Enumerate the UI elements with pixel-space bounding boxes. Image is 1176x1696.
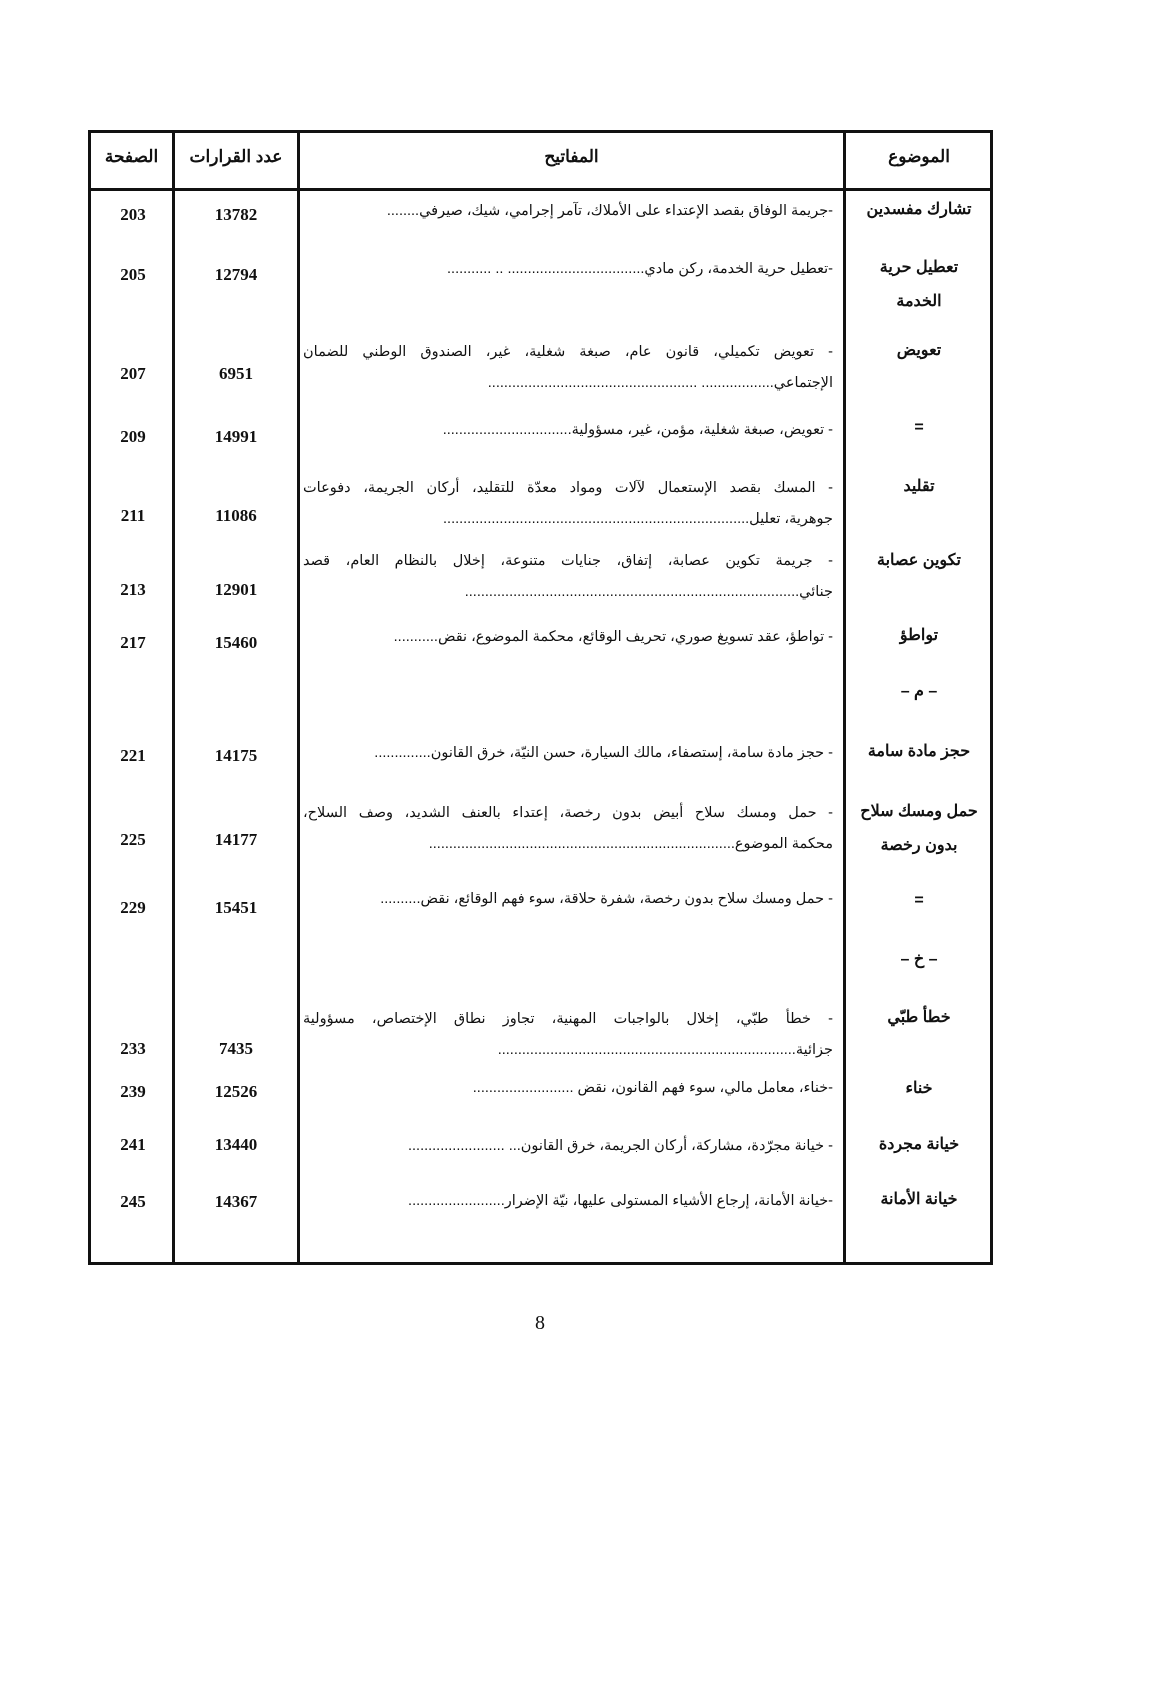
subject-cell [846, 619, 992, 653]
section-letter [846, 943, 992, 977]
subject-line: حمل ومسك سلاح [860, 803, 978, 820]
subject-line: الخدمة [896, 293, 942, 310]
subject-cell [846, 251, 992, 319]
page-ref: 229 [120, 898, 146, 917]
index-table [88, 130, 993, 1265]
keywords-cell [303, 473, 833, 535]
subject-line: = [914, 419, 924, 436]
subject-cell [846, 334, 992, 368]
keywords-line: - جريمة تكوين عصابة، إتفاق، جنايات متنوعة، إخلال بالنظام العام، قصد [303, 553, 833, 569]
keywords-line: جوهرية، تعليل............................................................................ [443, 511, 833, 527]
section-letter [846, 675, 992, 709]
keywords-line: -تعطيل حرية الخدمة، ركن مادي.................................. .. ........... [447, 261, 833, 277]
subject-cell [846, 884, 992, 918]
keywords-cell [303, 1131, 833, 1162]
column-divider [297, 133, 300, 1262]
subject-line: خناء [905, 1080, 933, 1097]
header-subject: الموضوع [888, 147, 950, 166]
subject-cell [846, 411, 992, 445]
keywords-cell [303, 337, 833, 399]
header-page: الصفحة [104, 147, 159, 166]
subject-line: تعطيل حرية [879, 259, 959, 276]
keywords-line: -خيانة الأمانة، إرجاع الأشياء المستولى عليها، نيّة الإضرار........................ [408, 1193, 833, 1209]
keywords-line: - خيانة مجرّدة، مشاركة، أركان الجريمة، خرق القانون... ........................ [407, 1138, 833, 1154]
decision-count: 12901 [214, 580, 258, 599]
keywords-cell [303, 738, 833, 769]
page-ref: 225 [120, 830, 146, 849]
decision-count: 12794 [214, 265, 258, 284]
keywords-cell [303, 546, 833, 608]
keywords-line: الإجتماعي.................. .................................................... [487, 375, 833, 391]
keywords-line: محكمة الموضوع............................................................................ [428, 836, 833, 852]
decision-count: 15451 [214, 898, 258, 917]
subject-line: تقليد [903, 478, 935, 495]
subject-cell [846, 1072, 992, 1106]
subject-line: خيانة مجردة [878, 1136, 960, 1153]
keywords-cell [303, 622, 833, 653]
page-ref: 233 [120, 1039, 146, 1058]
keywords-cell [303, 884, 833, 915]
subject-line: – خ – [900, 951, 938, 968]
page-ref: 245 [120, 1192, 146, 1211]
decision-count: 12526 [214, 1082, 258, 1101]
header-count: عدد القرارات [189, 147, 283, 166]
keywords-line: جنائي................................................................................... [464, 584, 833, 600]
decision-count: 14367 [214, 1192, 258, 1211]
subject-cell [846, 1001, 992, 1035]
keywords-line: - خطأ طبّي، إخلال بالواجبات المهنية، تجاوز نطاق الإختصاص، مسؤولية [303, 1011, 833, 1027]
subject-line: تكوين عصابة [877, 552, 961, 569]
keywords-cell [303, 1186, 833, 1217]
keywords-cell [303, 798, 833, 860]
keywords-line: - حمل ومسك سلاح بدون رخصة، شفرة حلاقة، سوء فهم الوقائع، نقض.......... [380, 891, 833, 907]
page-ref: 203 [120, 205, 146, 224]
page-ref: 241 [120, 1135, 146, 1154]
keywords-cell [303, 196, 833, 227]
keywords-line: - حجز مادة سامة، إستصفاء، مالك السيارة، حسن النيّة، خرق القانون.............. [374, 745, 833, 761]
page-ref: 217 [120, 633, 146, 652]
subject-cell [846, 735, 992, 769]
subject-cell [846, 795, 992, 863]
keywords-line: - تعويض، صبغة شغلية، مؤمن، غير، مسؤولية................................ [442, 422, 833, 438]
keywords-line: - حمل ومسك سلاح أبيض بدون رخصة، إعتداء بالعنف الشديد، وصف السلاح، [303, 805, 833, 821]
keywords-cell [303, 1004, 833, 1066]
decision-count: 6951 [219, 364, 253, 383]
subject-line: بدون رخصة [880, 837, 958, 854]
subject-line: تعويض [896, 342, 942, 359]
subject-line: تشارك مفسدين [866, 201, 972, 218]
keywords-line: - المسك بقصد الإستعمال لآلات ومواد معدّة للتقليد، أركان الجريمة، دفوعات [303, 480, 833, 496]
keywords-line: -جريمة الوفاق بقصد الإعتداء على الأملاك، تآمر إجرامي، شيك، صيرفي........ [386, 203, 833, 219]
keywords-cell [303, 415, 833, 446]
page-ref: 213 [120, 580, 146, 599]
decision-count: 14991 [214, 427, 258, 446]
page-ref: 209 [120, 427, 146, 446]
subject-line: خيانة الأمانة [880, 1191, 958, 1208]
subject-line: – م – [900, 683, 938, 700]
keywords-line: - تعويض تكميلي، قانون عام، صبغة شغلية، غير، الصندوق الوطني للضمان [303, 344, 833, 360]
subject-cell [846, 193, 992, 227]
header-divider [91, 188, 990, 191]
page-ref: 207 [120, 364, 146, 383]
subject-cell [846, 470, 992, 504]
subject-cell [846, 544, 992, 578]
decision-count: 14177 [214, 830, 258, 849]
decision-count: 7435 [219, 1039, 253, 1058]
subject-line: حجز مادة سامة [867, 743, 971, 760]
decision-count: 13440 [214, 1135, 258, 1154]
page-ref: 211 [120, 506, 146, 525]
header-keywords: المفاتيح [544, 147, 599, 166]
page-ref: 205 [120, 265, 146, 284]
subject-cell [846, 1183, 992, 1217]
page-number: 8 [535, 1312, 545, 1334]
keywords-line: -خناء، معامل مالي، سوء فهم القانون، نقض ......................... [472, 1080, 833, 1096]
decision-count: 11086 [215, 506, 257, 525]
decision-count: 15460 [214, 633, 258, 652]
keywords-cell [303, 1073, 833, 1104]
subject-cell [846, 1128, 992, 1162]
page-ref: 221 [120, 746, 146, 765]
keywords-line: - تواطؤ، عقد تسويغ صوري، تحريف الوقائع، محكمة الموضوع، نقض........... [393, 629, 833, 645]
decision-count: 14175 [214, 746, 258, 765]
keywords-cell [303, 254, 833, 285]
subject-line: خطأ طبّي [887, 1009, 951, 1026]
subject-line: = [914, 892, 924, 909]
keywords-line: جزائية.......................................................................... [497, 1042, 833, 1058]
subject-line: تواطؤ [899, 627, 939, 644]
decision-count: 13782 [214, 205, 258, 224]
page-ref: 239 [120, 1082, 146, 1101]
